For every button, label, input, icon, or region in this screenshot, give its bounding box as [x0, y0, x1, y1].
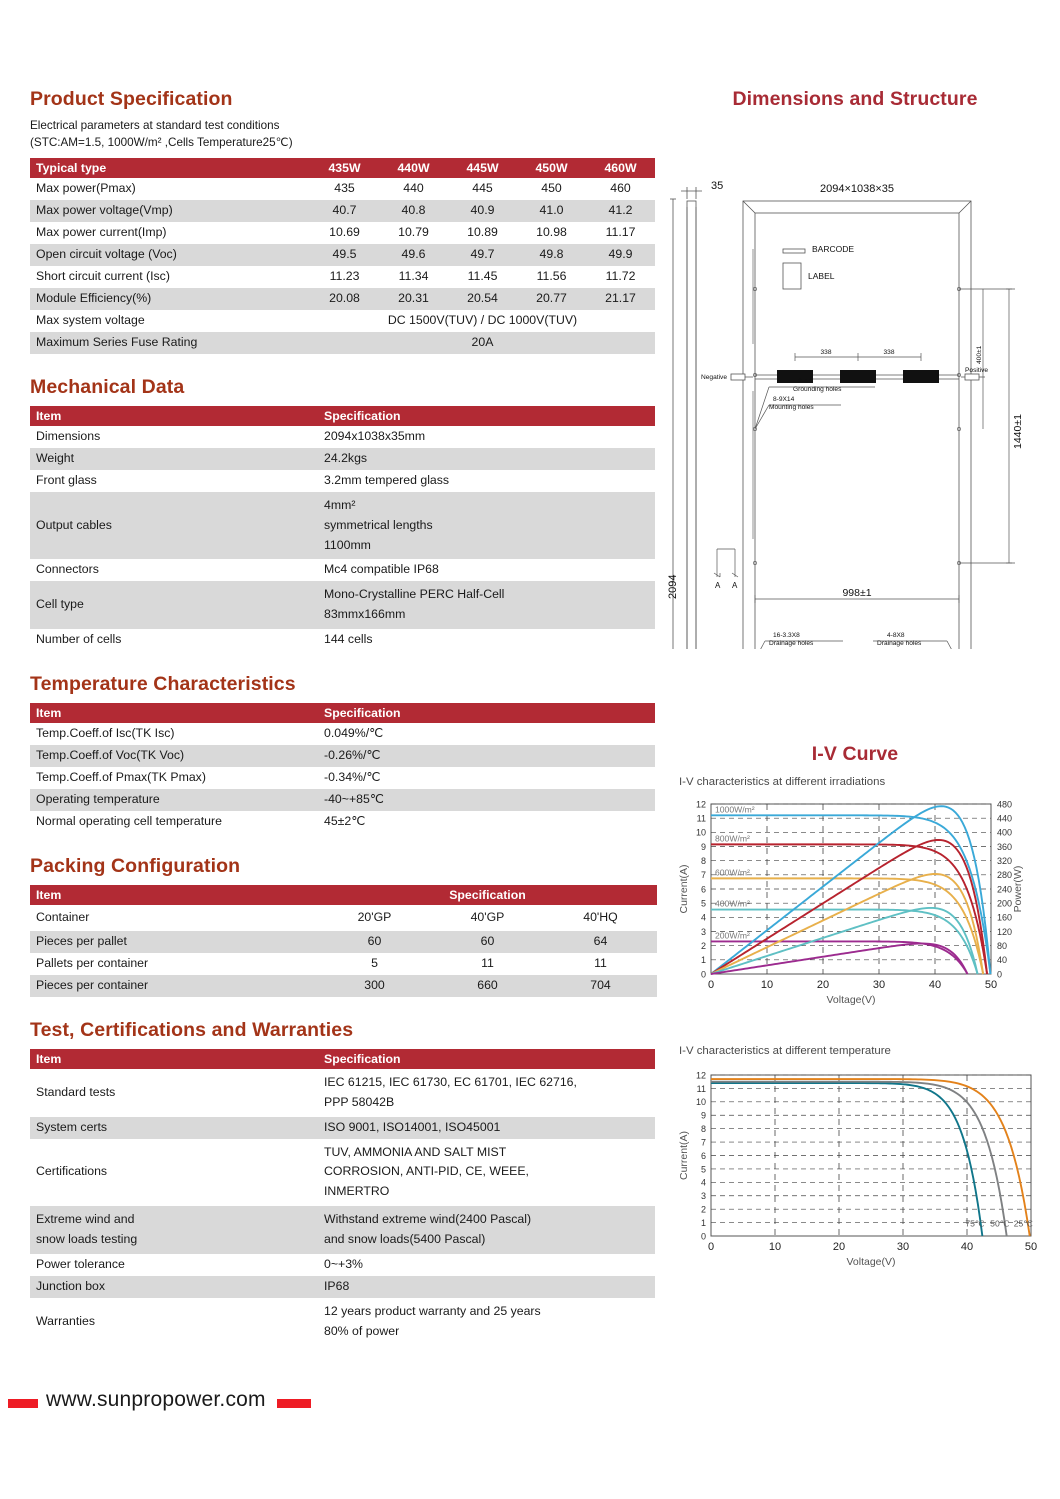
row-value: 20.31 — [379, 288, 448, 310]
svg-text:200W/m²: 200W/m² — [715, 930, 750, 941]
table-row — [30, 559, 655, 581]
svg-text:2: 2 — [700, 941, 706, 952]
row-value: 21.17 — [586, 288, 655, 310]
total-height-dim-label: 2094 — [667, 574, 679, 599]
row-label: Max power current(Imp) — [36, 225, 167, 240]
temperature-table — [30, 703, 655, 833]
drainage-2-code: 4-8X8 — [887, 632, 905, 639]
svg-text:320: 320 — [997, 856, 1013, 867]
table-row — [30, 222, 655, 244]
footer-bar-right-icon — [277, 1399, 311, 1408]
svg-text:6: 6 — [700, 884, 706, 895]
svg-text:50: 50 — [1024, 1241, 1038, 1253]
row-label: Temp.Coeff.of Pmax(TK Pmax) — [36, 770, 206, 785]
svg-text:Current(A): Current(A) — [678, 1130, 690, 1181]
svg-text:0: 0 — [700, 969, 706, 980]
row-label: Operating temperature — [30, 789, 318, 811]
panel-frame-inner — [755, 213, 959, 649]
row-label: Output cables — [30, 492, 318, 560]
row-label: Max power(Pmax) — [36, 181, 136, 196]
svg-text:0: 0 — [707, 979, 715, 991]
row-label: Module Efficiency(%) — [30, 288, 310, 310]
irradiation-chart-caption: I-V characteristics at different irradiations — [679, 776, 886, 788]
row-value: 2094x1038x35mm — [324, 428, 426, 443]
jbox-spacing-dims — [795, 353, 921, 361]
svg-text:4: 4 — [700, 912, 706, 923]
section-markers — [714, 549, 738, 577]
svg-text:10: 10 — [695, 827, 706, 838]
svg-text:9: 9 — [700, 841, 706, 852]
row-value: 11.23 — [329, 269, 360, 284]
label-text: LABEL — [808, 271, 835, 281]
row-value: 20A — [310, 332, 655, 354]
svg-text:20: 20 — [816, 979, 830, 991]
temperature-chart-svg — [665, 1063, 1045, 1278]
svg-text:440: 440 — [997, 813, 1013, 824]
grounding-holes-code: 2-ø4 — [798, 378, 812, 385]
svg-text:400W/m²: 400W/m² — [715, 898, 750, 909]
svg-text:2: 2 — [700, 1204, 706, 1215]
th-item: Item — [30, 1049, 318, 1069]
row-value: 20.77 — [517, 288, 586, 310]
svg-text:Voltage(V): Voltage(V) — [846, 1256, 896, 1268]
svg-text:7: 7 — [700, 870, 706, 881]
row-value: 300 — [318, 975, 431, 997]
row-value: Withstand extreme wind(2400 Pascal) and snow loads(5400 Pascal) — [318, 1206, 655, 1254]
row-value: 20.54 — [448, 288, 517, 310]
th-item: Item — [30, 703, 318, 723]
left-column — [30, 88, 655, 1346]
svg-text:Voltage(V): Voltage(V) — [826, 994, 876, 1006]
row-value: 40.9 — [448, 200, 517, 222]
row-value: DC 1500V(TUV) / DC 1000V(TUV) — [387, 312, 578, 327]
svg-text:50℃: 50℃ — [990, 1218, 1010, 1229]
th-specification: Specification — [318, 885, 657, 905]
svg-text:10: 10 — [760, 979, 774, 991]
row-value: 40'HQ — [583, 909, 618, 924]
row-label: Certifications — [36, 1164, 108, 1179]
svg-text:600W/m²: 600W/m² — [715, 867, 750, 878]
temperature-characteristics-heading: Temperature Characteristics — [30, 673, 296, 696]
stc-note — [30, 118, 655, 151]
row-label: Pallets per container — [36, 955, 149, 970]
th-specification: Specification — [318, 703, 655, 723]
row-label: Warranties — [36, 1313, 95, 1328]
row-value: 49.9 — [586, 244, 655, 266]
side-view-profile — [687, 201, 696, 649]
row-value: 11 — [594, 955, 607, 970]
table-row — [30, 905, 657, 931]
th-440w: 440W — [379, 158, 448, 178]
product-spec-header-row — [30, 158, 655, 178]
svg-text:50: 50 — [984, 979, 998, 991]
temperature-header-row — [30, 703, 655, 723]
temperature-chart — [665, 1063, 1045, 1283]
table-row — [30, 288, 655, 310]
footer — [0, 1388, 1060, 1418]
row-value: 3.2mm tempered glass — [324, 472, 450, 487]
row-label: Cell type — [30, 581, 318, 629]
right-dimension-lines — [959, 289, 1015, 563]
irradiation-chart-svg — [665, 794, 1045, 1014]
svg-text:360: 360 — [997, 841, 1013, 852]
table-row — [30, 310, 655, 332]
svg-text:30: 30 — [896, 1241, 910, 1253]
certifications-table — [30, 1049, 655, 1346]
th-445w: 445W — [448, 158, 517, 178]
row-label: Weight — [30, 448, 318, 470]
mounting-holes-label: Mounting holes — [769, 404, 814, 411]
row-value: 11.34 — [398, 269, 429, 284]
svg-text:40: 40 — [997, 955, 1008, 966]
dim-1440-label: 1440±1 — [1012, 414, 1024, 449]
table-row — [30, 200, 655, 222]
thickness-dim-label: 35 — [711, 180, 724, 192]
svg-text:25℃: 25℃ — [1013, 1218, 1033, 1229]
svg-text:40: 40 — [960, 1241, 974, 1253]
section-marker-a1: A — [715, 581, 721, 590]
svg-text:0: 0 — [997, 969, 1003, 980]
row-label: Standard tests — [36, 1084, 116, 1099]
drainage-2-label: Drainage holes — [877, 640, 922, 647]
th-specification: Specification — [318, 1049, 655, 1069]
row-label: Connectors — [36, 562, 99, 577]
table-row — [30, 1139, 655, 1207]
svg-text:40: 40 — [928, 979, 942, 991]
panel-dimension-drawing — [665, 129, 1045, 649]
row-label: Number of cells — [36, 632, 122, 647]
svg-text:Current(A): Current(A) — [678, 864, 690, 914]
row-label: Extreme wind and snow loads testing — [30, 1206, 318, 1254]
row-label: Dimensions — [36, 428, 101, 443]
table-row — [30, 811, 655, 833]
drainage-1-label: Drainage holes — [769, 640, 814, 647]
jbox-gap-1-label: 338 — [820, 349, 832, 356]
table-row — [30, 629, 655, 651]
irradiation-chart — [665, 794, 1045, 1019]
svg-text:3: 3 — [700, 1191, 706, 1202]
table-row — [30, 492, 655, 560]
row-value: 11.45 — [467, 269, 498, 284]
table-row — [30, 1117, 655, 1139]
table-row — [30, 953, 657, 975]
dimension-drawing-svg — [665, 129, 1045, 649]
svg-text:11: 11 — [696, 1083, 706, 1094]
temperature-chart-caption: I-V characteristics at different temperature — [679, 1045, 891, 1057]
row-label: Temp.Coeff.of Isc(TK Isc) — [36, 726, 175, 741]
row-value: 10.98 — [536, 225, 567, 240]
svg-text:8: 8 — [700, 856, 706, 867]
positive-terminal-label: Positive — [965, 367, 989, 374]
row-value: 49.8 — [517, 244, 586, 266]
row-label: Pieces per container — [30, 975, 318, 997]
barcode-text: BARCODE — [812, 244, 855, 254]
row-label: Pieces per pallet — [30, 931, 318, 953]
table-row — [30, 581, 655, 629]
footer-website-url[interactable]: www.sunpropower.com — [46, 1388, 266, 1411]
footer-bar-left-icon — [8, 1399, 38, 1408]
label-icon — [783, 263, 801, 289]
row-value: 704 — [544, 975, 657, 997]
barcode-icon — [783, 249, 805, 253]
mounting-holes-code: 8-9X14 — [773, 396, 795, 403]
table-row — [30, 244, 655, 266]
panel-frame-outer — [743, 201, 971, 649]
table-row — [30, 1254, 655, 1276]
row-value: 12 years product warranty and 25 years 80% of power — [324, 1303, 541, 1338]
row-value: IEC 61215, IEC 61730, EC 61701, IEC 62716, PPP 58042B — [324, 1074, 577, 1109]
row-value: TUV, AMMONIA AND SALT MIST CORROSION, ANTI-PID, CE, WEEE, INMERTRO — [324, 1144, 529, 1199]
svg-text:12: 12 — [695, 799, 706, 810]
row-value: Mono-Crystalline PERC Half-Cell 83mmx166mm — [318, 581, 655, 629]
table-row — [30, 723, 655, 745]
row-value: 11.56 — [536, 269, 567, 284]
row-value: 450 — [541, 181, 562, 196]
leader-lines — [751, 387, 961, 649]
table-row — [30, 448, 655, 470]
svg-text:Power(W): Power(W) — [1012, 865, 1024, 913]
svg-text:800W/m²: 800W/m² — [715, 833, 750, 844]
th-450w: 450W — [517, 158, 586, 178]
grounding-holes-label: Grounding holes — [793, 386, 842, 393]
svg-text:80: 80 — [997, 941, 1008, 952]
row-value: 0~+3% — [324, 1257, 363, 1272]
row-label: Container — [36, 909, 90, 924]
row-value: 11 — [481, 955, 494, 970]
svg-text:5: 5 — [700, 898, 706, 909]
svg-text:10: 10 — [768, 1241, 782, 1253]
packing-header-row — [30, 885, 657, 905]
svg-text:30: 30 — [872, 979, 886, 991]
svg-text:3: 3 — [700, 926, 706, 937]
row-value: 440 — [403, 181, 424, 196]
row-value: ISO 9001, ISO14001, ISO45001 — [318, 1117, 655, 1139]
table-row — [30, 745, 655, 767]
svg-text:5: 5 — [700, 1164, 706, 1175]
row-value: 49.5 — [310, 244, 379, 266]
svg-text:120: 120 — [997, 926, 1013, 937]
svg-text:11: 11 — [696, 813, 706, 824]
row-value: 60 — [318, 931, 431, 953]
row-value: 660 — [431, 975, 544, 997]
table-row — [30, 1206, 655, 1254]
row-value: 20'GP — [357, 909, 392, 924]
svg-text:20: 20 — [832, 1241, 846, 1253]
row-value: 10.79 — [398, 225, 429, 240]
product-spec-table — [30, 158, 655, 354]
row-value: 144 cells — [324, 632, 373, 647]
row-value: 41.0 — [517, 200, 586, 222]
certs-header-row — [30, 1049, 655, 1069]
jbox-gap-2-label: 338 — [883, 349, 895, 356]
row-value: 460 — [610, 181, 631, 196]
row-value: -40~+85℃ — [318, 789, 655, 811]
row-label: Normal operating cell temperature — [36, 813, 222, 828]
svg-text:200: 200 — [997, 898, 1013, 909]
svg-text:4: 4 — [700, 1177, 706, 1188]
iv-curve-heading: I-V Curve — [811, 743, 899, 765]
th-460w: 460W — [586, 158, 655, 178]
table-row — [30, 470, 655, 492]
table-row — [30, 332, 655, 354]
th-specification: Specification — [318, 406, 655, 426]
row-value: 0.049%/℃ — [324, 726, 383, 741]
svg-text:1000W/m²: 1000W/m² — [715, 804, 755, 815]
row-label: Temp.Coeff.of Voc(TK Voc) — [30, 745, 318, 767]
dimensions-structure-heading: Dimensions and Structure — [732, 88, 978, 110]
section-marker-a2: A — [732, 581, 738, 590]
svg-text:12: 12 — [695, 1070, 706, 1081]
right-column — [665, 88, 1045, 1283]
table-row — [30, 178, 655, 200]
row-label: Maximum Series Fuse Rating — [30, 332, 310, 354]
table-row — [30, 931, 657, 953]
negative-terminal-label: Negative — [701, 374, 728, 381]
certifications-heading: Test, Certifications and Warranties — [30, 1018, 354, 1041]
bottom-dim-label: 998±1 — [842, 587, 872, 599]
th-435w: 435W — [310, 158, 379, 178]
row-label: Short circuit current (Isc) — [36, 269, 170, 284]
stc-note-line2: (STC:AM=1.5, 1000W/m² ,Cells Temperature25℃) — [30, 135, 293, 149]
row-value: 10.69 — [329, 225, 360, 240]
row-value: 49.7 — [448, 244, 517, 266]
mechanical-data-heading: Mechanical Data — [30, 375, 185, 398]
svg-text:7: 7 — [700, 1137, 706, 1148]
row-value: 49.6 — [379, 244, 448, 266]
table-row — [30, 426, 655, 448]
packing-configuration-heading: Packing Configuration — [30, 854, 241, 877]
table-row — [30, 1276, 655, 1298]
svg-text:6: 6 — [700, 1150, 706, 1161]
row-value: -0.34%/℃ — [324, 770, 381, 785]
table-row — [30, 1298, 655, 1346]
svg-text:160: 160 — [997, 912, 1013, 923]
row-value: 41.2 — [586, 200, 655, 222]
svg-text:240: 240 — [997, 884, 1013, 895]
th-item: Item — [30, 885, 318, 905]
row-value: 4mm² symmetrical lengths 1100mm — [318, 492, 655, 560]
row-value: 20.08 — [310, 288, 379, 310]
stc-note-line1: Electrical parameters at standard test conditions — [30, 119, 280, 132]
row-label: Power tolerance — [36, 1257, 125, 1272]
row-label: Junction box — [30, 1276, 318, 1298]
svg-text:0: 0 — [700, 1231, 706, 1242]
top-dimension-label: 2094×1038×35 — [819, 183, 895, 195]
row-label: Open circuit voltage (Voc) — [30, 244, 310, 266]
row-value: 5 — [371, 955, 378, 970]
row-value: 40.7 — [310, 200, 379, 222]
table-row — [30, 266, 655, 288]
svg-text:75℃: 75℃ — [965, 1218, 985, 1229]
row-value: 445 — [472, 181, 493, 196]
row-value: 11.17 — [605, 225, 636, 240]
row-value: 45±2℃ — [324, 813, 366, 828]
row-label: System certs — [30, 1117, 318, 1139]
row-value: 24.2kgs — [318, 448, 655, 470]
svg-text:10: 10 — [695, 1097, 706, 1108]
row-value: 40'GP — [470, 909, 505, 924]
row-value: -0.26%/℃ — [318, 745, 655, 767]
row-value: IP68 — [318, 1276, 655, 1298]
th-item: Item — [30, 406, 318, 426]
table-row — [30, 1069, 655, 1117]
mechanical-data-table — [30, 406, 655, 651]
table-row — [30, 789, 655, 811]
table-row — [30, 975, 657, 997]
row-value: 60 — [431, 931, 544, 953]
packing-table — [30, 885, 657, 997]
row-value: 10.89 — [467, 225, 498, 240]
svg-text:280: 280 — [997, 870, 1013, 881]
svg-text:1: 1 — [700, 1217, 706, 1228]
svg-text:400: 400 — [997, 827, 1013, 838]
dim-400-label: 400±1 — [976, 345, 983, 364]
row-value: 11.72 — [605, 269, 636, 284]
drainage-1-code: 16-3.3X8 — [773, 632, 800, 639]
svg-text:9: 9 — [700, 1110, 706, 1121]
row-value: 64 — [544, 931, 657, 953]
product-spec-heading: Product Specification — [30, 88, 233, 110]
row-value: Mc4 compatible IP68 — [324, 562, 439, 577]
svg-text:480: 480 — [997, 799, 1013, 810]
svg-text:1: 1 — [700, 955, 706, 966]
svg-text:8: 8 — [700, 1124, 706, 1135]
row-label: Max power voltage(Vmp) — [30, 200, 310, 222]
table-row — [30, 767, 655, 789]
mechanical-header-row — [30, 406, 655, 426]
row-value: 435 — [334, 181, 355, 196]
svg-text:0: 0 — [707, 1241, 715, 1253]
th-typical-type: Typical type — [30, 158, 310, 178]
row-value: 40.8 — [379, 200, 448, 222]
row-label: Max system voltage — [36, 312, 145, 327]
row-label: Front glass — [36, 472, 97, 487]
